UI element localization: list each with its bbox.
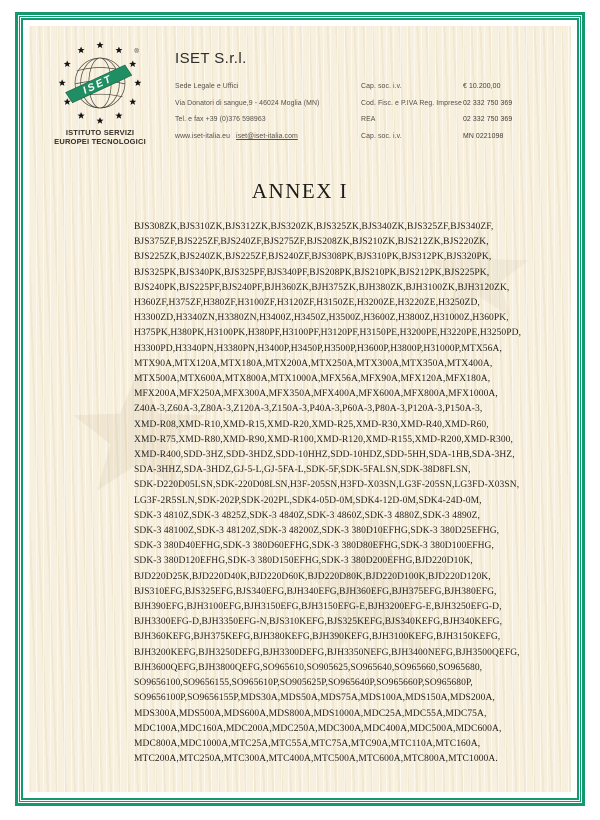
annex-line: BJS308ZK,BJS310ZK,BJS312ZK,BJS320ZK,BJS325ZK,BJS340ZK,BJS325ZF,BJS340ZF, [134,222,494,232]
info-row-address [175,83,563,100]
registry-value: MN 0221098 [463,132,504,140]
office-label: Sede Legale e Uffici [175,83,239,90]
annex-line: Z40A-3,Z60A-3,Z80A-3,Z120A-3,Z150A-3,P40A-3,P60A-3,P80A-3,P120A-3,P150A-3, [134,404,483,415]
vat-label: Cod. Fisc. e P.IVA Reg. Imprese [361,99,462,107]
annex-line: MDS300A,MDS500A,MDS600A,MDS800A,MDS1000A,MDC25A,MDC55A,MDC75A, [134,708,487,719]
annex-line: BJS225ZK,BJS240ZK,BJS225ZF,BJS240ZF,BJS308PK,BJS310PK,BJS312PK,BJS320PK, [134,252,492,263]
annex-line: MTX90A,MTX120A,MTX180A,MTX200A,MTX250A,MTX300A,MTX350A,MTX400A, [134,358,493,369]
certificate-frame [15,12,585,806]
iset-logo [55,40,145,126]
institute-name-line2: EUROPEI TECNOLOGICI [54,137,146,146]
annex-line: H375PK,H380PK,H3100PK,H380PF,H3100PF,H3120PF,H3150PE,H3200PE,H3220PE,H3250PD, [134,328,522,339]
info-row-web [175,133,563,150]
company-info [159,36,563,149]
annex-line: BJH390EFG,BJH3100EFG,BJH3150EFG,BJH3150EFG-E,BJH3200EFG-E,BJH3250EFG-D, [134,602,502,613]
paper [29,26,571,792]
annex-line: MDC100A,MDC160A,MDC200A,MDC250A,MDC300A,MDC400A,MDC500A,MDC600A, [134,723,502,734]
institute-name-line1: ISTITUTO SERVIZI [65,128,135,137]
institute-name [41,128,159,146]
registered-mark: ® [134,48,139,55]
annex-line: BJS310EFG,BJS325EFG,BJS340EFG,BJH340EFG,BJH360EFG,BJH375EFG,BJH380EFG, [134,586,497,597]
annex-line: SDK-D220D05LSN,SDK-220D08LSN,H3F-205SN,H3FD-X03SN,LG3F-205SN,LG3FD-X03SN, [134,480,520,491]
annex-line: SDK-3 48100Z,SDK-3 48120Z,SDK-3 48200Z,SDK-3 380D10EFHG,SDK-3 380D25EFHG, [134,526,500,537]
frame-middle-line [19,16,581,802]
annex-line: BJD220D25K,BJD220D40K,BJD220D60K,BJD220D80K,BJD220D100K,BJD220D120K, [134,571,491,582]
capital-label: Cap. soc. i.v. [361,83,402,90]
annex-line: LG3F-2R5SLN,SDK-202P,SDK-202PL,SDK4-05D-0M,SDK4-12D-0M,SDK4-24D-0M, [134,495,482,506]
annex-line: BJS375ZF,BJS225ZF,BJS240ZF,BJS275ZF,BJS208ZK,BJS210ZK,BJS212ZK,BJS220ZK, [134,237,489,248]
annex-title: ANNEX I [251,179,349,203]
annex-line: SO9656100P,SO9656155P,MDS30A,MDS50A,MDS75A,MDS100A,MDS150A,MDS200A, [134,693,495,704]
annex-line: MFX200A,MFX250A,MFX300A,MFX350A,MFX400A,MFX600A,MFX800A,MFX1000A, [134,389,498,400]
annex-line: XMD-R75,XMD-R80,XMD-R90,XMD-R100,XMD-R120,XMD-R155,XMD-R200,XMD-R300, [134,434,513,445]
street-address: Via Donatori di sangue,9 - 46024 Moglia (MN) [175,99,320,107]
rea-label: REA [361,116,376,123]
annex-line: BJH360KEFG,BJH375KEFG,BJH380KEFG,BJH390KEFG,BJH3100KEFG,BJH3150KEFG, [134,632,501,643]
ribbon-text: ISET [81,73,115,97]
annex-line: XMD-R08,XMD-R10,XMD-R15,XMD-R20,XMD-R25,XMD-R30,XMD-R40,XMD-R60, [134,419,489,430]
website-text: www.iset-italia.eu [175,132,231,140]
annex-line: H3300ZD,H3340ZN,H3380ZN,H3400Z,H3450Z,H3500Z,H3600Z,H3800Z,H31000Z,H360PK, [134,313,509,324]
annex-line: SDA-3HHZ,SDA-3HDZ,GJ-5-L,GJ-5FA-L,SDK-5F,SDK-5FALSN,SDK-38D8FLSN, [134,465,471,476]
annex-line: BJH3600QEFG,BJH3800QEFG,SO965610,SO905625,SO965640,SO965660,SO965680, [134,662,483,673]
annex-line: MDC800A,MDC1000A,MTC25A,MTC55A,MTC75A,MTC90A,MTC110A,MTC160A, [134,738,481,749]
logo-column [41,36,159,149]
frame-inner-line [21,18,579,800]
annex-model-list [134,220,571,767]
phone-fax: Tel. e fax +39 (0)376 598963 [175,116,266,123]
capital-label-2: Cap. soc. i.v. [361,132,402,140]
vat-value: 02 332 750 369 [463,99,513,107]
annex-line: BJS325PK,BJS340PK,BJS325PF,BJS340PF,BJS208PK,BJS210PK,BJS212PK,BJS225PK, [134,267,490,278]
annex-line: SDK-3 380D120EFHG,SDK-3 380D150EFHG,SDK-3 380D200EFHG,BJD220D10K, [134,556,473,567]
letterhead [29,36,571,149]
annex-line: SO9656100,SO9656155,SO965610P,SO905625P,SO965640P,SO965660P,SO965680P, [134,678,473,689]
email-link: iset@iset-italia.com [236,132,298,140]
annex-line: H3300PD,H3340PN,H3380PN,H3400P,H3450P,H3500P,H3600P,H3800P,H31000P,MTX56A, [134,343,502,354]
annex-line: H360ZF,H375ZF,H380ZF,H3100ZF,H3120ZF,H3150ZE,H3200ZE,H3220ZE,H3250ZD, [134,298,480,309]
annex-line: SDK-3 4810Z,SDK-3 4825Z,SDK-3 4840Z,SDK-3 4860Z,SDK-3 4880Z,SDK-3 4890Z, [134,510,481,521]
annex-line: MTX500A,MTX600A,MTX800A,MTX1000A,MFX56A,MFX90A,MFX120A,MFX180A, [134,374,491,385]
annex-line: MTC200A,MTC250A,MTC300A,MTC400A,MTC500A,MTC600A,MTC800A,MTC1000A. [134,754,498,765]
annex-line: BJH3200KEFG,BJH3250DEFG,BJH3300DEFG,BJH3350NEFG,BJH3400NEFG,BJH3500QEFG, [134,647,520,658]
capital-value: € 10.200,00 [463,83,501,90]
annex-line: SDK-3 380D40EFHG,SDK-3 380D60EFHG,SDK-3 380D80EFHG,SDK-3 380D100EFHG, [134,541,494,552]
annex-line: BJH3300EFG-D,BJH3350EFG-N,BJS310KEFG,BJS325KEFG,BJS340KEFG,BJH340KEFG, [134,617,503,628]
rea-value: 02 332 750 369 [463,116,513,123]
annex-line: XMD-R400,SDD-3HZ,SDD-3HDZ,SDD-10HHZ,SDD-10HDZ,SDD-5HH,SDA-1HB,SDA-3HZ, [134,450,515,461]
company-title: ISET S.r.l. [175,50,247,67]
info-row-street [175,100,563,117]
annex-line: BJS240PK,BJS225PF,BJS240PF,BJH360ZK,BJH375ZK,BJH380ZK,BJH3100ZK,BJH3120ZK, [134,282,510,293]
info-row-phone [175,116,563,133]
